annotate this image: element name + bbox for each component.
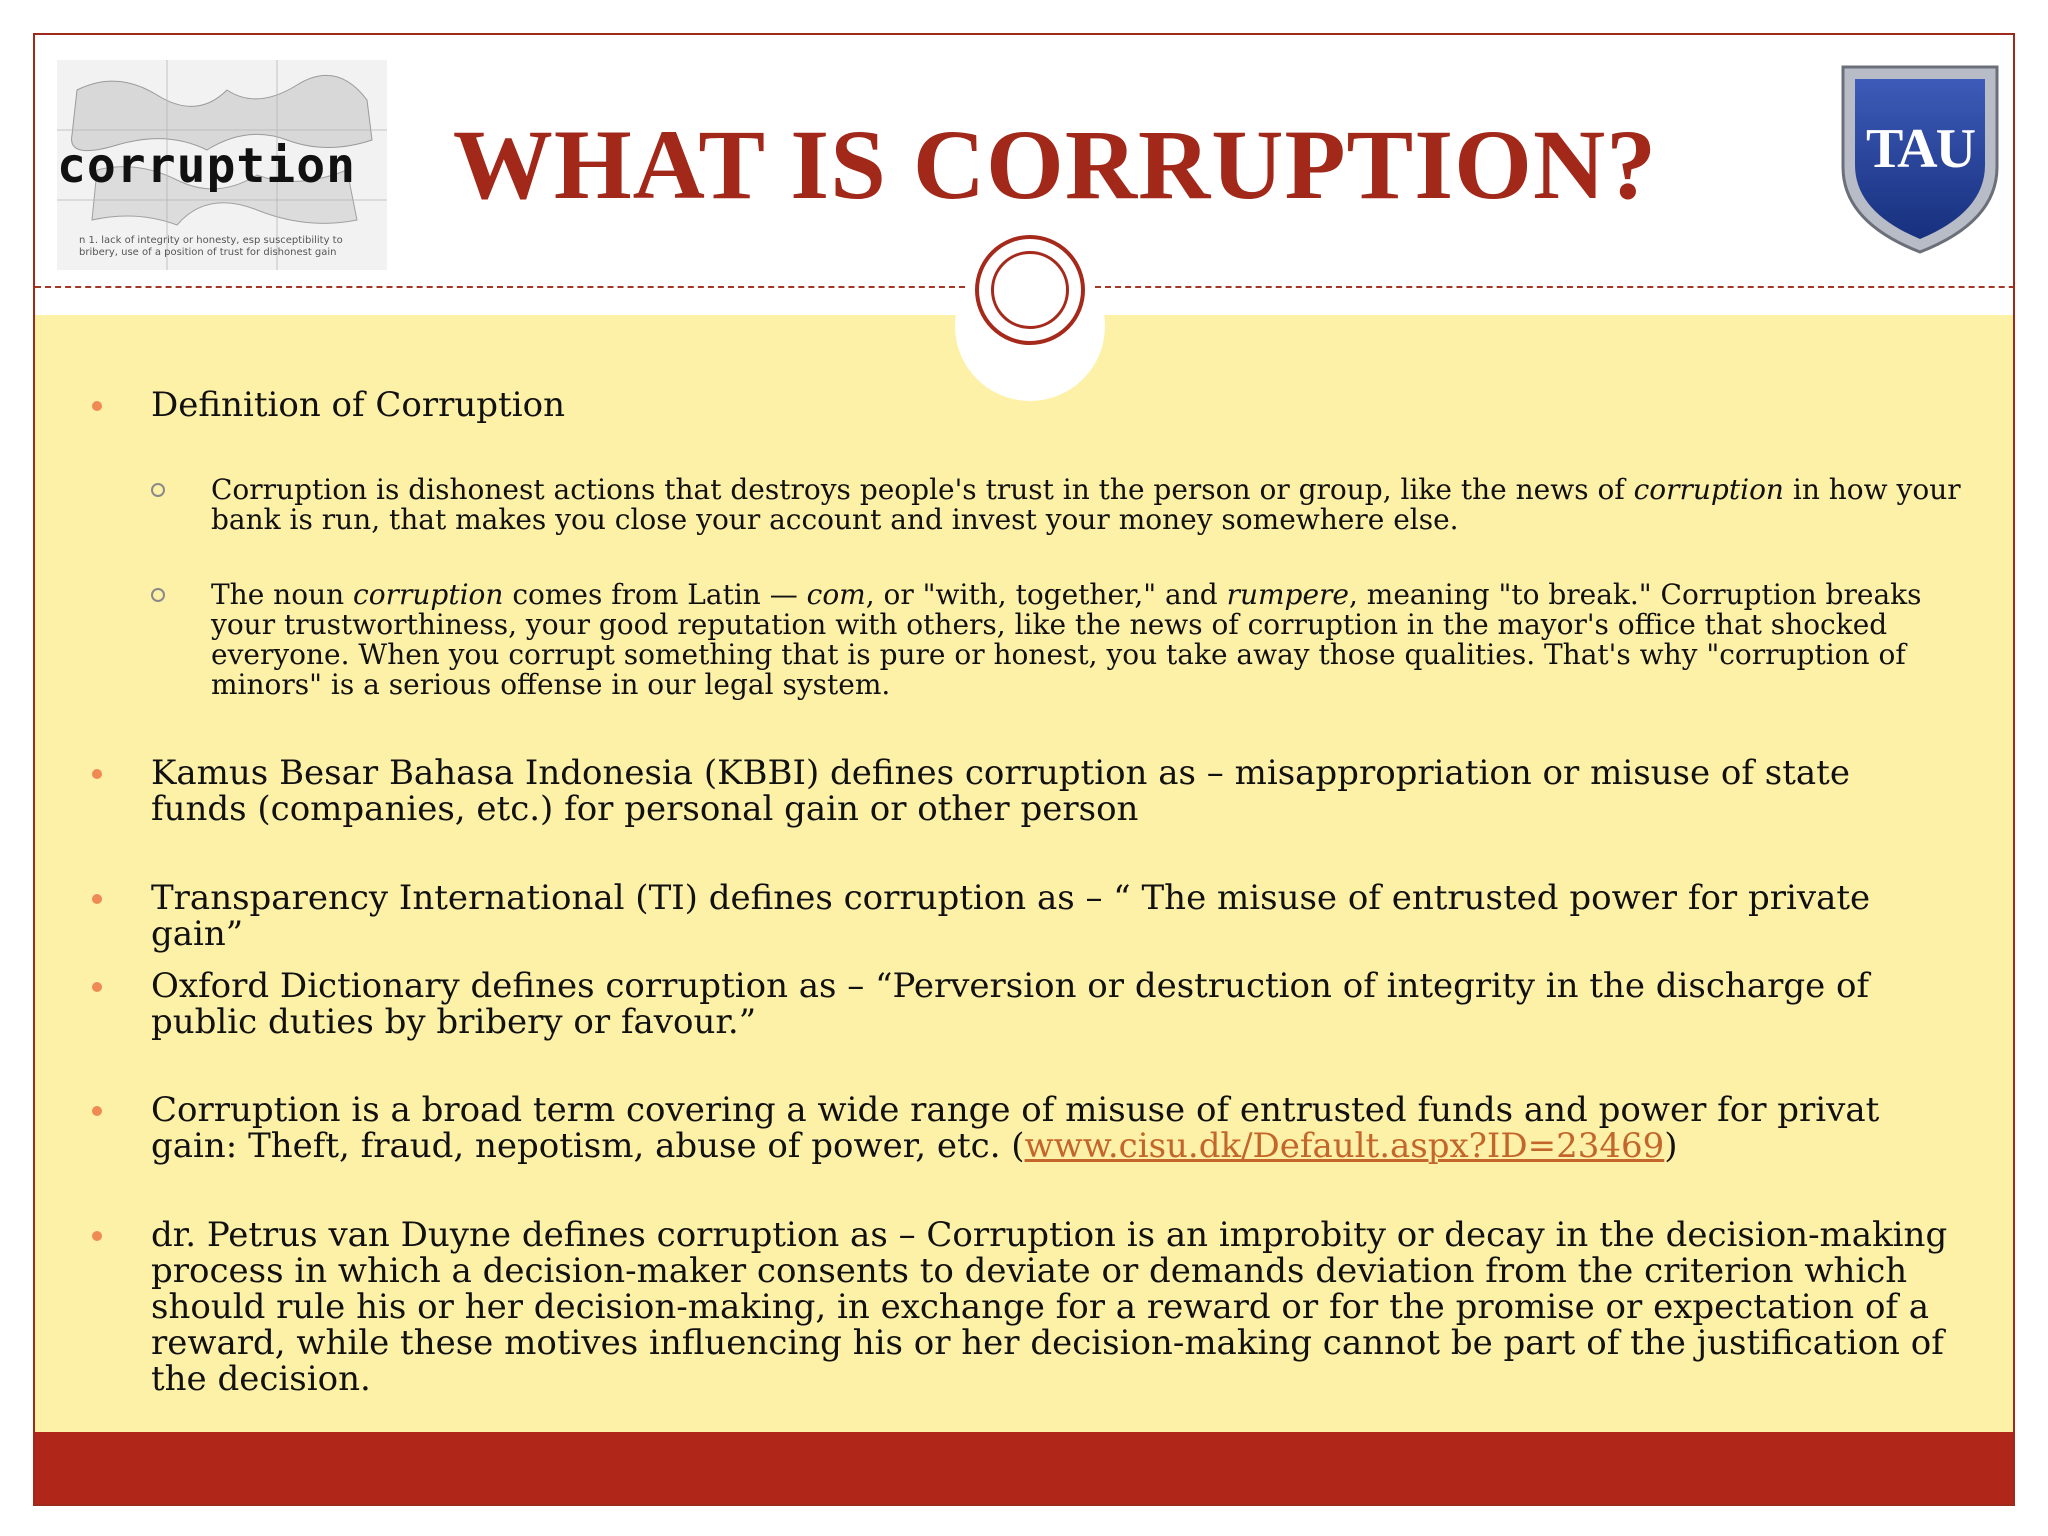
logo-word: corruption	[57, 138, 356, 194]
logo-definition: n 1. lack of integrity or honesty, esp susceptibility to bribery, use of a position of trust for dishonest gain	[79, 235, 343, 258]
corruption-logo-image	[57, 60, 387, 270]
bullet-icon	[92, 769, 102, 779]
bullet-icon	[92, 401, 102, 411]
page-title: WHAT IS CORRUPTION?	[452, 109, 1658, 220]
slide-content	[35, 315, 2013, 1465]
header-divider-left	[35, 286, 965, 288]
bullet-text: Kamus Besar Bahasa Indonesia (KBBI) defines corruption as – misappropriation or misuse of state funds (companies, etc.) for personal gain or other person	[151, 753, 1850, 829]
shield-text: TAU	[1865, 118, 1975, 180]
footer-bar	[35, 1432, 2013, 1504]
header-divider-right	[1095, 286, 2015, 288]
double-ring-ornament-icon	[975, 235, 1085, 345]
sub-bullet-icon	[151, 588, 165, 602]
bullet-icon	[92, 1106, 102, 1116]
bullet-text: Oxford Dictionary defines corruption as – “Perversion or destruction of integrity in the discharge of public duties by bribery or favour.”	[151, 966, 1870, 1042]
slide-frame	[33, 33, 2015, 1506]
sub-bullet-text: The noun corruption comes from Latin — com, or "with, together," and rumpere, meaning "to break." Corruption breaks your trustworthiness, your good reputation with others, like the news of corruption in the mayor's office that shocked everyone. When you corrupt something that is pure or honest, you take away those qualities. That's why "corruption of minors" is a serious offense in our legal system.	[211, 578, 1922, 701]
inner-ring	[991, 251, 1069, 329]
sub-bullet-icon	[151, 483, 165, 497]
bullet-text: dr. Petrus van Duyne defines corruption as – Corruption is an improbity or decay in the decision-making process in which a decision-maker consents to deviate or demands deviation from the criterion which should rule his or her decision-making, in exchange for a reward or for the promise or expectation of a reward, while these motives influencing his or her decision-making cannot be part of the justification of the decision.	[151, 1215, 1948, 1399]
bullet-icon	[92, 894, 102, 904]
tau-shield-logo	[1835, 57, 2005, 257]
bullet-text: Definition of Corruption	[151, 385, 565, 425]
cisu-link[interactable]: www.cisu.dk/Default.aspx?ID=23469	[1024, 1126, 1665, 1166]
sub-bullet-text: Corruption is dishonest actions that destroys people's trust in the person or group, like the news of corruption in how your bank is run, that makes you close your account and invest your money somewhere else.	[211, 473, 1961, 536]
bullet-text: Transparency International (TI) defines corruption as – “ The misuse of entrusted power for private gain”	[151, 878, 1871, 954]
bullet-text: Corruption is a broad term covering a wide range of misuse of entrusted funds and power for privat gain: Theft, fraud, nepotism, abuse of power, etc. (www.cisu.dk/Default.aspx?ID=23469)	[151, 1090, 1880, 1166]
bullet-icon	[92, 1231, 102, 1241]
bullet-icon	[92, 982, 102, 992]
